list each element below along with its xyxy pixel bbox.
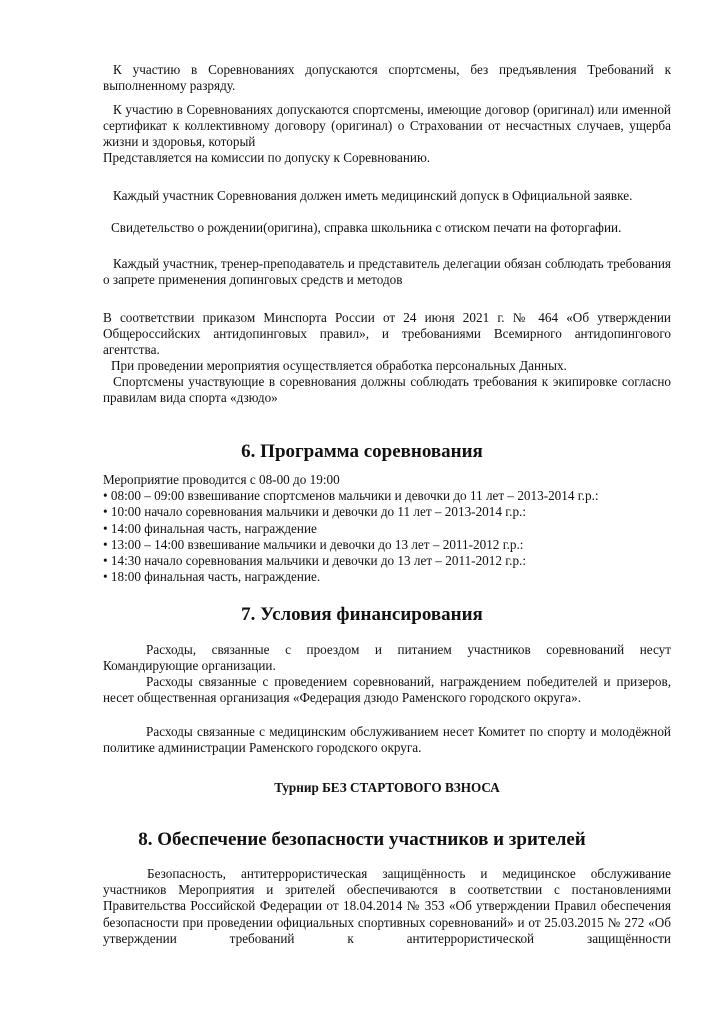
list-item: • 18:00 финальная часть, награждение. [103, 569, 671, 585]
section-7-heading: 7. Условия финансирования [241, 604, 483, 625]
section-8-heading: 8. Обеспечение безопасности участников и зрителей [138, 829, 586, 850]
participation-equipment-paragraph: Спортсмены участвующие в соревнования должны соблюдать требования к экипировке согласно правилам вида спорта «дзюдо» [103, 374, 671, 406]
security-paragraph: Безопасность, антитеррористическая защищённость и медицинское обслуживание участников Мероприятия и зрителей обеспечиваются в соответствии с постановлениями Правительства Российской Федерации от 18.04.2014 № 353 «Об утверждении Правил обеспечения безопасности при проведении официальных спортивных соревнований» и от 25.03.2015 № 272 «Об утверждении требований к антитеррористической защищённости [103, 866, 671, 946]
list-item: • 08:00 – 09:00 взвешивание спортсменов мальчики и девочки до 11 лет – 2013-2014 г.р.: [103, 488, 671, 504]
participation-personal-data-paragraph: При проведении мероприятия осуществляется обработка персональных Данных. [111, 358, 567, 373]
financing-awards-paragraph: Расходы связанные с проведением соревнований, награждением победителей и призеров, несет общественная организация «Федерация дзюдо Раменского городского округа». [103, 674, 671, 706]
participation-medical-paragraph: Каждый участник Соревнования должен иметь медицинский допуск в Официальной заявке. [113, 188, 633, 203]
participation-insurance-paragraph: К участию в Соревнованиях допускаются спортсмены, имеющие договор (оригинал) или именной сертификат к коллективному договору (оригинал) о Страховании от несчастных случаев, ущерба жизни и здоровья, который [103, 102, 671, 150]
program-schedule-list [103, 488, 671, 585]
list-item: • 14:30 начало соревнования мальчики и девочки до 13 лет – 2011-2012 г.р.: [103, 553, 671, 569]
section-6-heading: 6. Программа соревнования [241, 441, 483, 462]
list-item: • 10:00 начало соревнования мальчики и девочки до 11 лет – 2013-2014 г.р.: [103, 504, 671, 520]
section-6-program [103, 472, 671, 585]
tournament-fee-note: Турнир БЕЗ СТАРТОВОГО ВЗНОСА [274, 780, 500, 795]
financing-travel-paragraph: Расходы, связанные с проездом и питанием участников соревнований несут Командирующие организации. [103, 642, 671, 674]
participation-commission-paragraph: Представляется на комиссии по допуску к Соревнованию. [103, 150, 431, 165]
participation-birth-certificate-paragraph: Свидетельство о рождении(оригина), справка школьника с отиском печати на фоторгафии. [111, 220, 622, 235]
list-item: • 13:00 – 14:00 взвешивание мальчики и девочки до 13 лет – 2011-2012 г.р.: [103, 537, 671, 553]
participation-rank-paragraph: К участию в Соревнованиях допускаются спортсмены, без предъявления Требований к выполненному разряду. [103, 62, 671, 94]
participation-antidoping-order-paragraph: В соответствии приказом Минспорта России от 24 июня 2021 г. № 464 «Об утверждении Общероссийских антидопинговых правил», и требованиями Всемирного антидопингового агентства. [103, 310, 671, 358]
program-intro: Мероприятие проводится с 08-00 до 19:00 [103, 472, 340, 487]
financing-medical-paragraph: Расходы связанные с медицинским обслуживанием несет Комитет по спорту и молодёжной политике администрации Раменского городского округа. [103, 724, 671, 756]
participation-doping-paragraph: Каждый участник, тренер-преподаватель и представитель делегации обязан соблюдать требования о запрете применения допинговых средств и методов [103, 256, 671, 288]
list-item: • 14:00 финальная часть, награждение [103, 521, 671, 537]
